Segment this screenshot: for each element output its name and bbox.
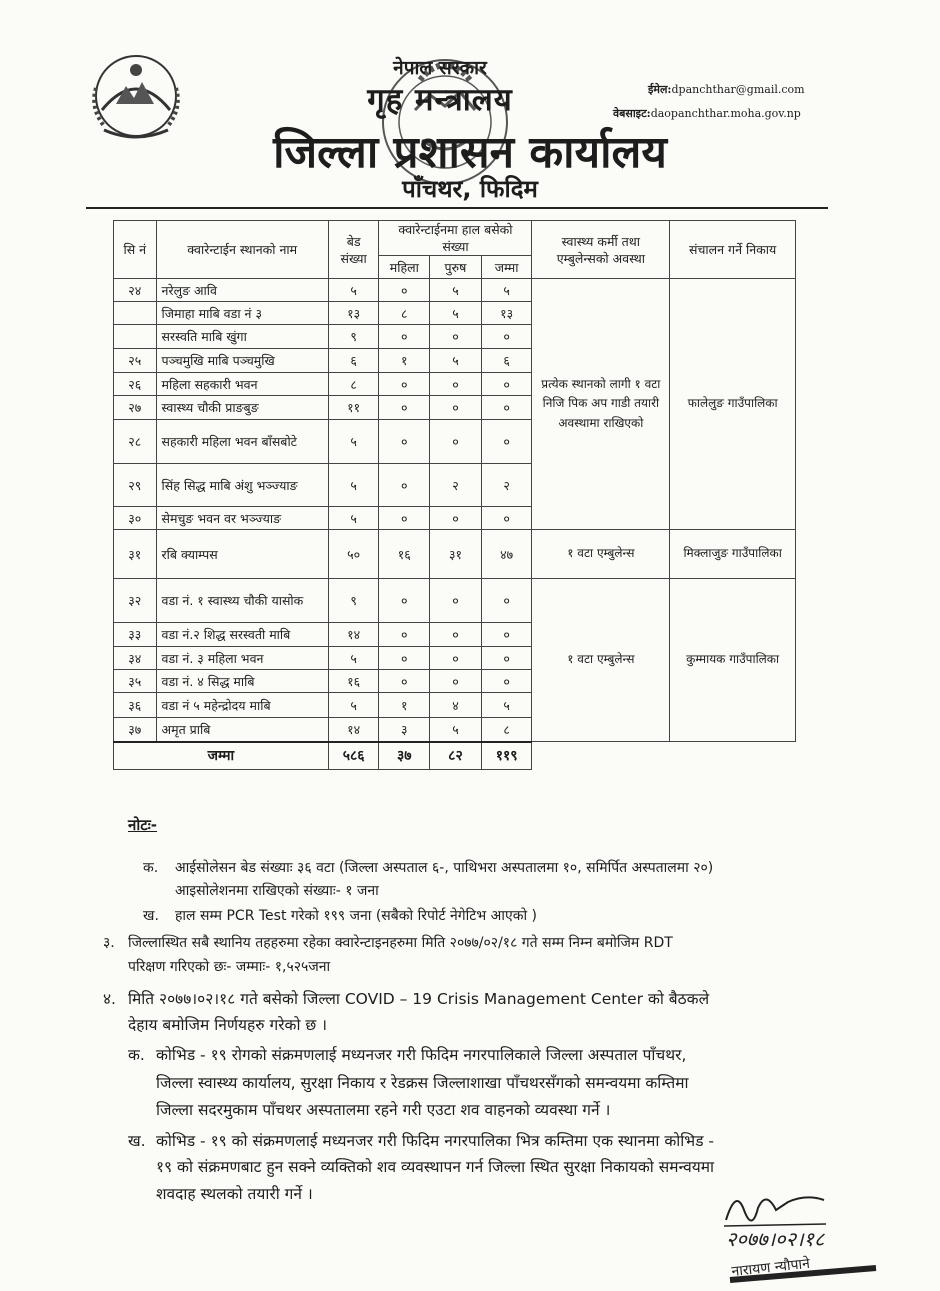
group-status: १ वटा एम्बुलेन्स <box>532 530 670 579</box>
row-total: ० <box>481 670 532 693</box>
row-beds: १४ <box>328 718 379 742</box>
row-sn: २४ <box>114 279 157 302</box>
row-male: ३१ <box>430 530 482 579</box>
note-3-label: ३. <box>103 935 115 951</box>
row-female: ० <box>379 373 430 396</box>
row-female: ० <box>379 647 430 670</box>
note-4-line1: मिति २०७७।०२।१८ गते बसेको जिल्ला COVID – 19 Crisis Management Center को बैठकले <box>128 990 710 1008</box>
row-male: ५ <box>430 718 482 742</box>
group-status: १ वटा एम्बुलेन्स <box>532 579 670 742</box>
row-beds: १४ <box>328 623 379 647</box>
decision-2-label: ख. <box>128 1132 146 1150</box>
totals-total: ११९ <box>481 742 532 770</box>
header-total: जम्मा <box>481 256 532 279</box>
row-beds: ८ <box>328 373 379 396</box>
note-kha-label: ख. <box>143 908 159 924</box>
row-total: ० <box>481 373 532 396</box>
row-female: ० <box>379 325 430 349</box>
row-total: ० <box>481 325 532 349</box>
header-status: स्वास्थ्य कर्मी तथा एम्बुलेन्सको अवस्था <box>532 221 670 279</box>
row-place: नरेलुङ आवि <box>156 279 328 302</box>
row-female: ० <box>379 396 430 420</box>
row-beds: ६ <box>328 349 379 373</box>
note-4-label: ४. <box>103 990 116 1008</box>
row-place: वडा नं.२ शिद्ध सरस्वती माबि <box>156 623 328 647</box>
totals-row <box>114 742 796 770</box>
row-beds: १६ <box>328 670 379 693</box>
row-female: १ <box>379 349 430 373</box>
row-total: १३ <box>481 302 532 325</box>
decision-2-line3: शवदाह स्थलको तयारी गर्ने । <box>156 1185 313 1203</box>
row-sn: २९ <box>114 464 157 507</box>
district-name: पाँचथर, फिदिम <box>402 175 538 203</box>
signature-name: नारायण न्यौपाने <box>730 1255 811 1280</box>
row-place: रबि क्याम्पस <box>156 530 328 579</box>
row-male: ० <box>430 325 482 349</box>
row-place: वडा नं. ३ महिला भवन <box>156 647 328 670</box>
row-place: सहकारी महिला भवन बाँसबोटे <box>156 420 328 464</box>
row-female: १६ <box>379 530 430 579</box>
row-beds: ९ <box>328 579 379 623</box>
note-3-line1: जिल्लास्थित सबै स्थानिय तहहरुमा रहेका क्वारेन्टाइनहरुमा मिति २०७७/०२/१८ गते सम्म निम्न बमोजिम RDT <box>128 935 673 951</box>
row-sn: २५ <box>114 349 157 373</box>
row-place: स्वास्थ्य चौकी प्राङबुङ <box>156 396 328 420</box>
email-line <box>648 82 805 97</box>
note-3-line2: परिक्षण गरिएको छः- जम्माः- १,५२५जना <box>128 959 331 975</box>
note-ka-line1: आईसोलेसन बेड संख्याः ३६ वटा (जिल्ला अस्पताल ६-, पाथिभरा अस्पतालमा १०, समिर्पित अस्पतालमा २०) <box>175 860 714 876</box>
row-male: ० <box>430 579 482 623</box>
header-divider <box>86 207 828 209</box>
row-sn: ३६ <box>114 693 157 718</box>
totals-female: ३७ <box>379 742 430 770</box>
signature-stamp <box>706 1180 886 1290</box>
row-total: ४७ <box>481 530 532 579</box>
group-operator: मिक्लाजुङ गाउँपालिका <box>670 530 796 579</box>
totals-label: जम्मा <box>114 742 329 770</box>
header-operator: संचालन गर्ने निकाय <box>670 221 796 279</box>
row-place: पञ्चमुखि माबि पञ्चमुखि <box>156 349 328 373</box>
row-female: ८ <box>379 302 430 325</box>
nepal-emblem-icon <box>82 48 190 144</box>
totals-beds: ५८६ <box>328 742 379 770</box>
website-label: वेबसाइट: <box>613 107 651 120</box>
decision-1-line1: कोभिड - १९ रोगको संक्रमणलाई मध्यनजर गरी फिदिम नगरपालिकाले जिल्ला अस्पताल पाँचथर, <box>156 1046 687 1064</box>
row-sn: ३७ <box>114 718 157 742</box>
website-line <box>613 106 801 121</box>
header-male: पुरुष <box>430 256 482 279</box>
row-beds: ५ <box>328 464 379 507</box>
row-male: ० <box>430 507 482 530</box>
row-total: ५ <box>481 279 532 302</box>
row-male: ५ <box>430 279 482 302</box>
row-male: ५ <box>430 302 482 325</box>
row-total: ० <box>481 647 532 670</box>
row-male: ० <box>430 670 482 693</box>
row-total: ० <box>481 623 532 647</box>
row-female: ० <box>379 420 430 464</box>
header-sn: सि नं <box>114 221 157 279</box>
row-male: ० <box>430 647 482 670</box>
email-label: ईमेल: <box>648 83 672 96</box>
row-total: ८ <box>481 718 532 742</box>
website-address[interactable]: daopanchthar.moha.gov.np <box>650 107 801 120</box>
signature-date: २०७७।०२।१८ <box>726 1227 825 1251</box>
row-female: ० <box>379 279 430 302</box>
row-female: ३ <box>379 718 430 742</box>
row-female: ० <box>379 464 430 507</box>
row-male: ० <box>430 396 482 420</box>
row-sn <box>114 325 157 349</box>
government-name: नेपाल सरकार <box>393 57 487 79</box>
row-place: जिमाहा माबि वडा नं ३ <box>156 302 328 325</box>
row-sn: २७ <box>114 396 157 420</box>
row-male: ० <box>430 373 482 396</box>
row-male: ५ <box>430 349 482 373</box>
row-male: ० <box>430 623 482 647</box>
quarantine-table <box>113 220 796 770</box>
row-male: ४ <box>430 693 482 718</box>
table-row <box>114 579 796 623</box>
table-row <box>114 279 796 302</box>
row-female: ० <box>379 623 430 647</box>
note-kha-text: हाल सम्म PCR Test गरेको १९९ जना (सबैको रिपोर्ट नेगेटिभ आएको ) <box>175 908 537 924</box>
row-place: सेमचुङ भवन वर भञ्ज्याङ <box>156 507 328 530</box>
row-sn: ३४ <box>114 647 157 670</box>
note-ka-line2: आइसोलेशनमा राखिएको संख्याः- १ जना <box>175 883 379 899</box>
row-place: वडा नं. ४ सिद्ध माबि <box>156 670 328 693</box>
header-beds: बेड संख्या <box>328 221 379 279</box>
row-total: ० <box>481 420 532 464</box>
row-female: ० <box>379 579 430 623</box>
decision-1-label: क. <box>128 1046 145 1064</box>
row-beds: ५ <box>328 647 379 670</box>
row-total: ६ <box>481 349 532 373</box>
decision-2-line1: कोभिड - १९ को संक्रमणलाई मध्यनजर गरी फिदिम नगरपालिका भित्र कम्तिमा एक स्थानमा कोभिड - <box>156 1132 714 1150</box>
notes-title: नोटः- <box>128 816 158 834</box>
totals-male: ८२ <box>430 742 482 770</box>
row-beds: १३ <box>328 302 379 325</box>
group-operator: कुम्मायक गाउँपालिका <box>670 579 796 742</box>
ministry-name: गृह मन्त्रालय <box>367 82 513 118</box>
email-address[interactable]: dpanchthar@gmail.com <box>671 83 805 96</box>
row-sn <box>114 302 157 325</box>
row-beds: ५ <box>328 420 379 464</box>
row-total: २ <box>481 464 532 507</box>
row-beds: ५ <box>328 507 379 530</box>
row-beds: ५ <box>328 693 379 718</box>
row-beds: ११ <box>328 396 379 420</box>
row-beds: ५ <box>328 279 379 302</box>
row-total: ० <box>481 507 532 530</box>
header-current: क्वारेन्टाईनमा हाल बसेको संख्या <box>379 221 532 256</box>
row-total: ० <box>481 396 532 420</box>
decision-1-line2: जिल्ला स्वास्थ्य कार्यालय, सुरक्षा निकाय र रेडक्रस जिल्लाशाखा पाँचथरसँगको समन्वयमा कम्तिमा <box>156 1074 689 1092</box>
row-place: अमृत प्राबि <box>156 718 328 742</box>
row-beds: ९ <box>328 325 379 349</box>
row-total: ५ <box>481 693 532 718</box>
row-total: ० <box>481 579 532 623</box>
row-place: सरस्वति माबि खुंगा <box>156 325 328 349</box>
row-male: २ <box>430 464 482 507</box>
row-sn: ३५ <box>114 670 157 693</box>
row-sn: ३१ <box>114 530 157 579</box>
row-sn: २६ <box>114 373 157 396</box>
office-title: जिल्ला प्रशासन कार्यालय <box>273 127 667 178</box>
header-female: महिला <box>379 256 430 279</box>
row-female: ० <box>379 670 430 693</box>
row-sn: ३२ <box>114 579 157 623</box>
row-place: वडा नं ५ महेन्द्रोदय माबि <box>156 693 328 718</box>
group-operator: फालेलुङ गाउँपालिका <box>670 279 796 530</box>
row-male: ० <box>430 420 482 464</box>
row-sn: ३३ <box>114 623 157 647</box>
note-4-line2: देहाय बमोजिम निर्णयहरु गरेको छ । <box>128 1016 328 1034</box>
decision-1-line3: जिल्ला सदरमुकाम पाँचथर अस्पतालमा रहने गरी एउटा शव वाहनको व्यवस्था गर्ने । <box>156 1101 611 1119</box>
row-place: सिंह सिद्ध माबि अंशु भञ्ज्याङ <box>156 464 328 507</box>
row-place: महिला सहकारी भवन <box>156 373 328 396</box>
table-row <box>114 530 796 579</box>
row-beds: ५० <box>328 530 379 579</box>
row-female: १ <box>379 693 430 718</box>
row-place: वडा नं. १ स्वास्थ्य चौकी यासोक <box>156 579 328 623</box>
decision-2-line2: १९ को संक्रमणबाट हुन सक्ने व्यक्तिको शव व्यवस्थापन गर्न जिल्ला स्थित सुरक्षा निकायको समन्वयमा <box>156 1158 715 1176</box>
row-female: ० <box>379 507 430 530</box>
row-sn: ३० <box>114 507 157 530</box>
group-status: प्रत्येक स्थानको लागी १ वटा निजि पिक अप गाडी तयारी अवस्थामा राखिएको <box>532 279 670 530</box>
note-ka-label: क. <box>143 860 159 876</box>
row-sn: २८ <box>114 420 157 464</box>
header-place: क्वारेन्टाईन स्थानको नाम <box>156 221 328 279</box>
